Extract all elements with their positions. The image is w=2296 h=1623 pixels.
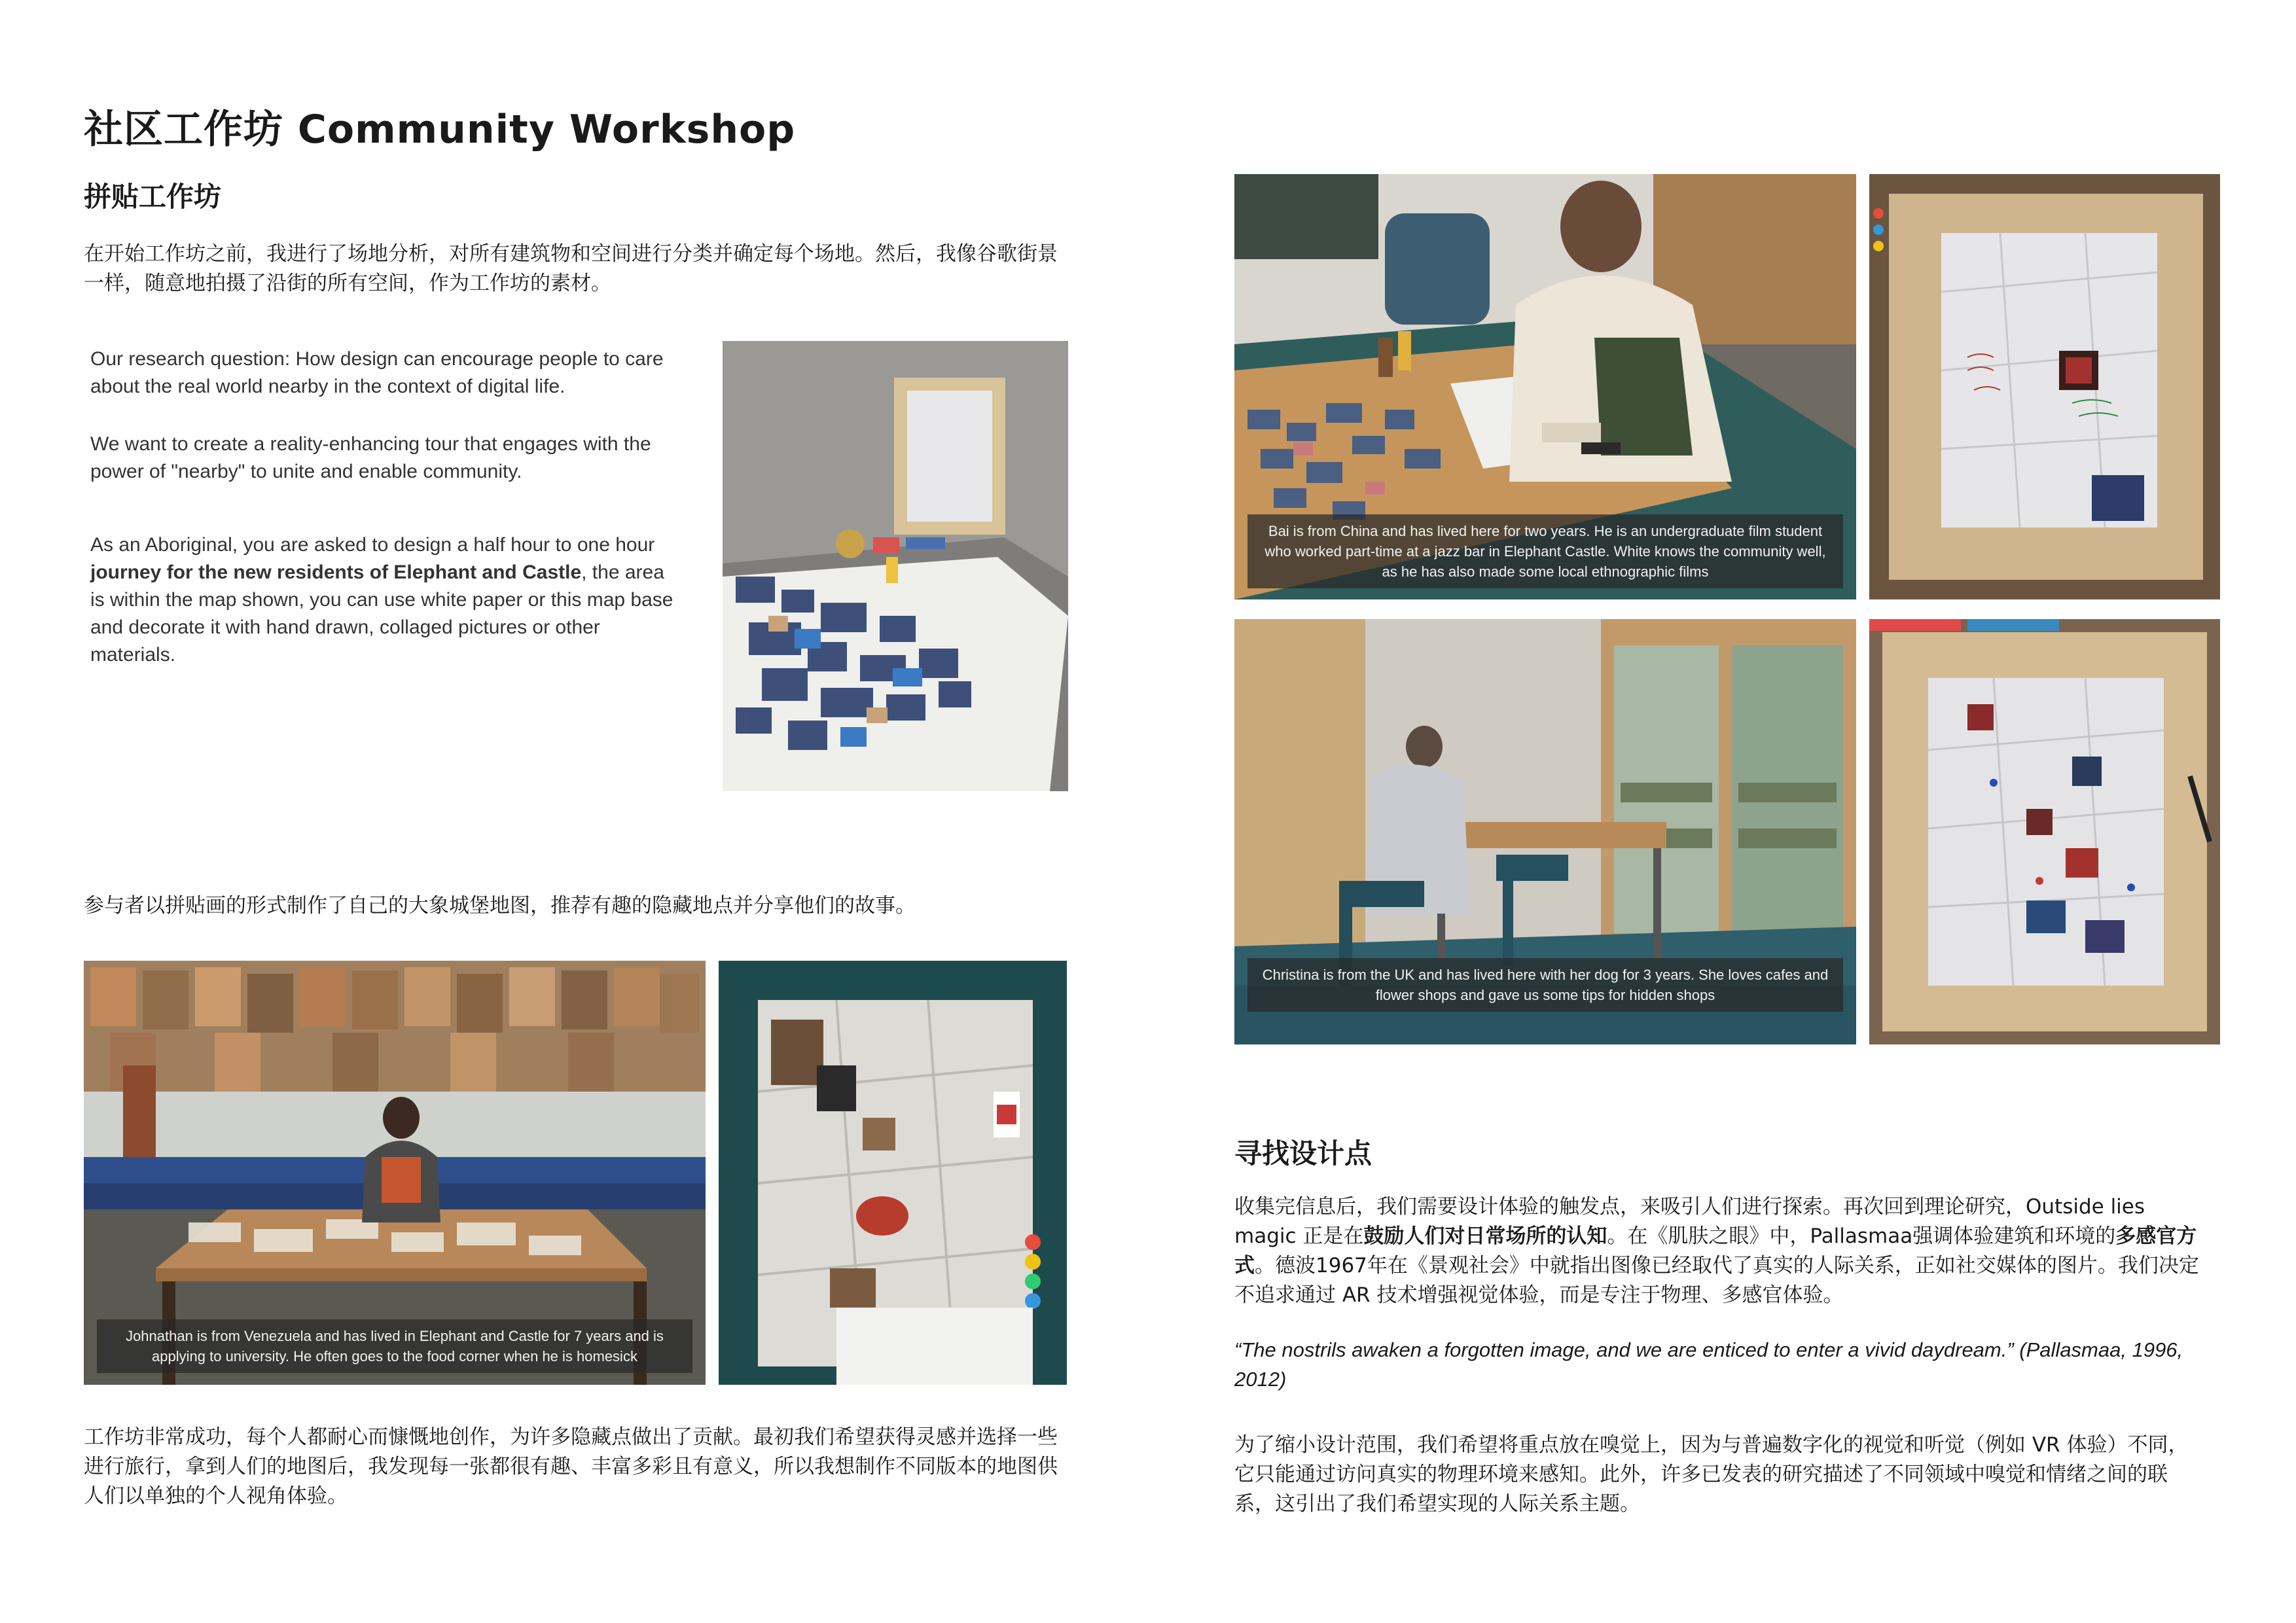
task-before: As an Aboriginal, you are asked to design a half hour to one hour [90,534,655,556]
design-p1-a: 收集完信息后，我们需要设计体验的触发点，来吸引人们进行探索。再次回到理论研究，Outside lies magic 正是在 [1234,1195,2145,1248]
participants-text: 参与者以拼贴画的形式制作了自己的大象城堡地图，推荐有趣的隐藏地点并分享他们的故事。 [84,894,916,918]
task-statement [90,531,679,669]
conclusion-text: 工作坊非常成功，每个人都耐心而慷慨地创作，为许多隐藏点做出了贡献。最初我们希望获得灵感并选择一些进行旅行，拿到人们的地图后，我发现每一张都很有趣、丰富多彩且有意义，所以我想制作不同版本的地图供人们以单独的个人视角体验。 [84,1425,1058,1508]
want-statement: We want to create a reality-enhancing tour that engages with the power of "nearby" to unite and enable community. [90,433,651,482]
page-title: 社区工作坊 Community Workshop [84,107,796,152]
photo-collaged-map [719,961,1067,1385]
collage-intro: 在开始工作坊之前，我进行了场地分析，对所有建筑物和空间进行分类并确定每个场地。然后，我像谷歌街景一样，随意地拍摄了沿街的所有空间，作为工作坊的素材。 [84,242,1058,295]
photo-map-board-2 [1869,619,2220,1044]
task-bold: journey for the new residents of Elephant and Castle [90,562,582,583]
design-p1-d: 多感官方式 [1234,1224,2197,1277]
design-paragraph-1 [1234,1192,2203,1310]
design-heading: 寻找设计点 [1234,1137,1372,1169]
photo-map-board-1 [1869,174,2220,599]
design-p1-e: 。德波1967年在《景观社会》中就指出图像已经取代了真实的人际关系，正如社交媒体的图片。我们决定不追求通过 AR 技术增强视觉体验，而是专注于物理、多感官体验。 [1234,1254,2199,1307]
caption-johnathan: Johnathan is from Venezuela and has lived in Elephant and Castle for 7 years and is applying to university. He often goes to the food corner when he is homesick [97,1319,692,1373]
pallasmaa-quote: “The nostrils awaken a forgotten image, and we are enticed to enter a vivid daydream.” (Pallasmaa, 1996, 2012) [1234,1338,2183,1391]
research-question: Our research question: How design can encourage people to care about the real world nearby in the context of digital life. [90,348,664,397]
collage-heading: 拼贴工作坊 [84,181,222,213]
caption-bai: Bai is from China and has lived here for two years. He is an undergraduate film student who worked part-time at a jazz bar in Elephant Castle. White knows the community well, as he has also made some local ethnographic films [1247,514,1843,588]
design-paragraph-2: 为了缩小设计范围，我们希望将重点放在嗅觉上，因为与普遍数字化的视觉和听觉（例如 VR 体验）不同，它只能通过访问真实的物理环境来感知。此外，许多已发表的研究描述了不同领域中嗅觉和情绪之间的联系，这引出了我们希望实现的人际关系主题。 [1234,1433,2189,1516]
caption-christina: Christina is from the UK and has lived here with her dog for 3 years. She loves cafes and flower shops and gave us some tips for hidden shops [1247,958,1843,1012]
photo-materials-table [723,341,1068,791]
design-p1-c: 。在《肌肤之眼》中，Pallasmaa强调体验建筑和环境的 [1607,1224,2116,1248]
design-p1-b: 鼓励人们对日常场所的认知 [1363,1224,1607,1248]
task-after: , the area is within the map shown, you can use white paper or this map base and decorate it with hand drawn, collaged pictures or other materials. [90,562,673,666]
